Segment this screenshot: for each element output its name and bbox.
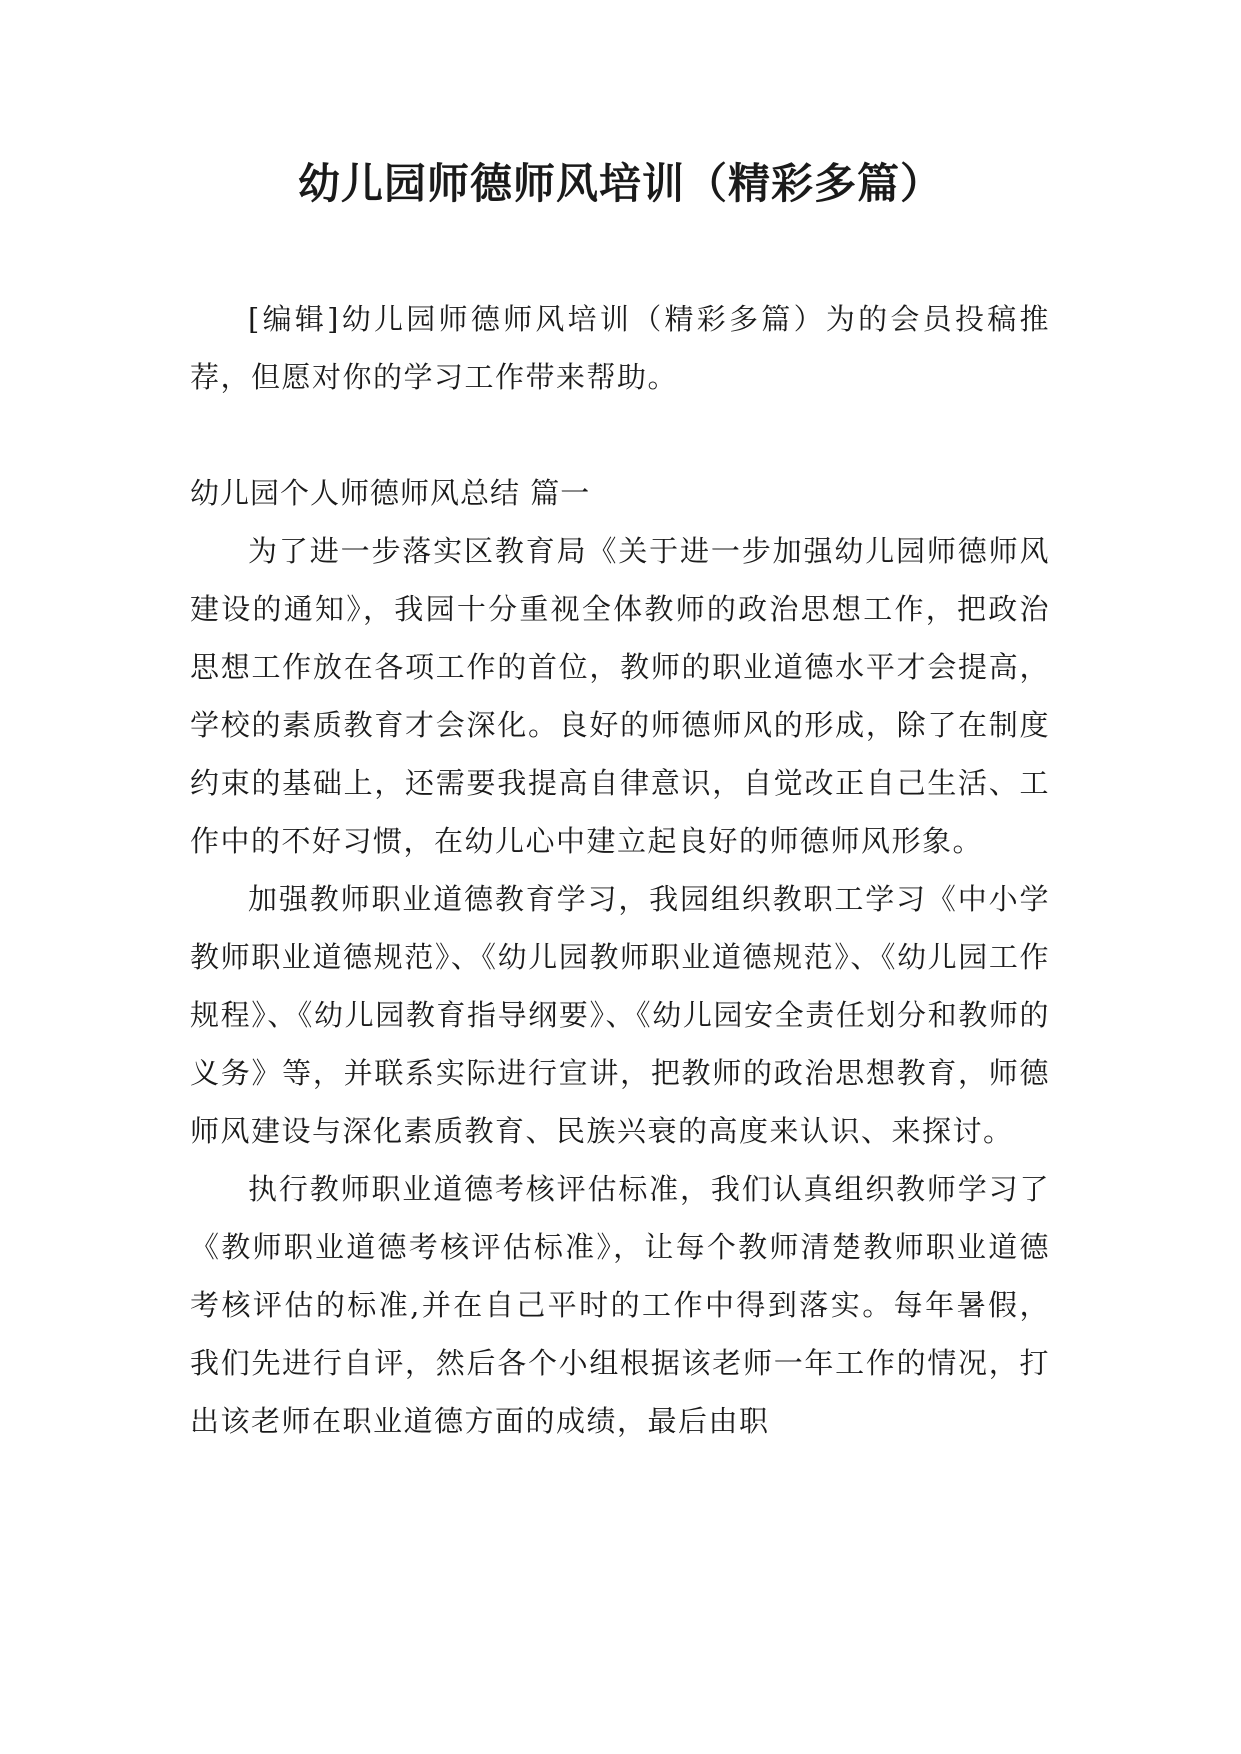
body-paragraph: 加强教师职业道德教育学习，我园组织教职工学习《中小学教师职业道德规范》、《幼儿园教师职业道德规范》、《幼儿园工作规程》、《幼儿园教育指导纲要》、《幼儿园安全责任划分和教师的义务》等，并联系实际进行宣讲，把教师的政治思想教育，师德师风建设与深化素质教育、民族兴衰的高度来认识、来探讨。 [190,882,1050,1148]
body-paragraph: 执行教师职业道德考核评估标准，我们认真组织教师学习了《教师职业道德考核评估标准》，让每个教师清楚教师职业道德考核评估的标准,并在自己平时的工作中得到落实。每年暑假，我们先进行自评，然后各个小组根据该老师一年工作的情况，打出该老师在职业道德方面的成绩，最后由职 [190,1172,1050,1438]
document-title: 幼儿园师德师风培训（精彩多篇） [297,159,943,208]
section-heading: 幼儿园个人师德师风总结 篇一 [190,476,591,510]
body-paragraph: 为了进一步落实区教育局《关于进一步加强幼儿园师德师风建设的通知》，我园十分重视全体教师的政治思想工作，把政治思想工作放在各项工作的首位，教师的职业道德水平才会提高，学校的素质教育才会深化。良好的师德师风的形成，除了在制度约束的基础上，还需要我提高自律意识，自觉改正自己生活、工作中的不好习惯，在幼儿心中建立起良好的师德师风形象。 [190,534,1050,858]
document-body [190,290,1050,1450]
intro-paragraph: [编辑]幼儿园师德师风培训（精彩多篇）为的会员投稿推荐，但愿对你的学习工作带来帮助。 [190,302,1050,394]
